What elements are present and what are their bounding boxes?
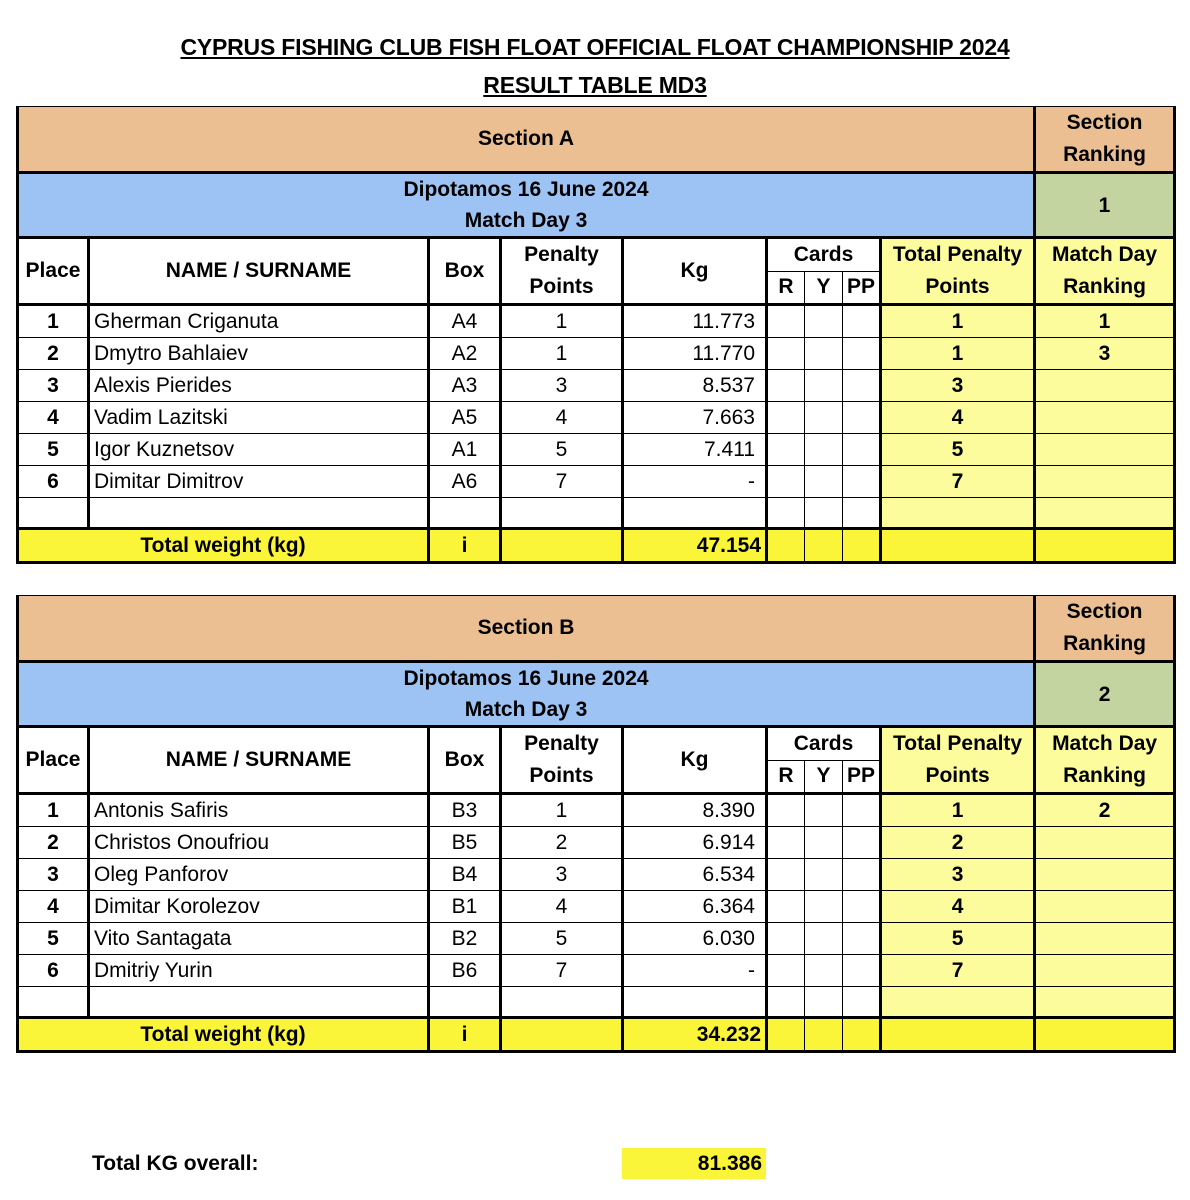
cell-penalty: 1 [501,338,623,370]
col-header-card-r: R [767,760,805,794]
section-ranking-value: 2 [1035,662,1175,727]
total-weight-row [18,1018,1175,1052]
cell-place: 2 [18,827,89,859]
cell-kg: 7.411 [623,434,767,466]
table-row [18,987,1175,1018]
cell-card-y [805,955,843,987]
cell-name: Vadim Lazitski [89,402,429,434]
cell-card-y [805,498,843,529]
cell-box: A4 [429,305,501,338]
cell-md-ranking [1035,987,1175,1018]
cell-card-pp [843,987,881,1018]
cell-penalty: 3 [501,859,623,891]
cell-card-r [767,402,805,434]
cell-card-pp [843,498,881,529]
cell-kg [623,498,767,529]
cell-total-penalty: 5 [881,434,1035,466]
cell-md-ranking [1035,498,1175,529]
total-card-pp [843,1018,881,1052]
col-header-card-r: R [767,271,805,305]
cell-kg: 6.914 [623,827,767,859]
cell-name: Dmytro Bahlaiev [89,338,429,370]
cell-card-pp [843,794,881,827]
cell-card-r [767,859,805,891]
section-name: Section B [18,596,1035,662]
cell-total-penalty [881,498,1035,529]
cell-box: B5 [429,827,501,859]
total-weight-value: 47.154 [623,529,767,563]
col-header-kg: Kg [623,238,767,305]
cell-card-y [805,434,843,466]
total-card-y [805,529,843,563]
table-row [18,923,1175,955]
section-ranking-label: Section Ranking [1035,596,1175,662]
cell-place [18,498,89,529]
total-blank-2 [1035,1018,1175,1052]
cell-kg [623,987,767,1018]
cell-md-ranking [1035,402,1175,434]
cell-md-ranking [1035,466,1175,498]
cell-penalty: 4 [501,891,623,923]
cell-penalty: 7 [501,466,623,498]
cell-card-r [767,434,805,466]
cell-card-y [805,794,843,827]
cell-card-r [767,987,805,1018]
cell-card-r [767,955,805,987]
section-name: Section A [18,107,1035,173]
total-card-r [767,529,805,563]
cell-card-r [767,827,805,859]
cell-name: Antonis Safiris [89,794,429,827]
cell-name: Dimitar Korolezov [89,891,429,923]
cell-penalty: 1 [501,305,623,338]
total-blank [881,1018,1035,1052]
cell-kg: 6.534 [623,859,767,891]
cell-kg: 8.390 [623,794,767,827]
cell-penalty [501,987,623,1018]
cell-card-r [767,923,805,955]
cell-card-y [805,305,843,338]
cell-place: 1 [18,794,89,827]
cell-md-ranking: 3 [1035,338,1175,370]
cell-kg: - [623,955,767,987]
cell-card-r [767,305,805,338]
cell-total-penalty: 1 [881,338,1035,370]
cell-penalty [501,498,623,529]
page-title: CYPRUS FISHING CLUB FISH FLOAT OFFICIAL FLOAT CHAMPIONSHIP 2024 [180,34,1010,60]
cell-penalty: 5 [501,434,623,466]
cell-md-ranking: 1 [1035,305,1175,338]
cell-place: 2 [18,338,89,370]
table-row [18,434,1175,466]
total-weight-label: Total weight (kg) [18,529,429,563]
col-header-penalty: Penalty Points [501,727,623,794]
match-day-line: Match Day 3 [464,698,588,721]
cell-penalty: 7 [501,955,623,987]
cell-place: 1 [18,305,89,338]
cell-card-y [805,859,843,891]
cell-md-ranking [1035,434,1175,466]
cell-box: A2 [429,338,501,370]
total-card-r [767,1018,805,1052]
cell-place: 3 [18,370,89,402]
col-header-name: NAME / SURNAME [89,238,429,305]
table-row [18,498,1175,529]
col-header-place: Place [18,238,89,305]
col-header-cards: Cards [767,727,881,761]
total-marker: i [429,1018,501,1052]
cell-box: A5 [429,402,501,434]
cell-name: Gherman Criganuta [89,305,429,338]
cell-card-y [805,402,843,434]
table-row [18,794,1175,827]
cell-card-pp [843,434,881,466]
col-header-card-y: Y [805,271,843,305]
cell-name: Igor Kuznetsov [89,434,429,466]
cell-card-y [805,827,843,859]
cell-total-penalty: 3 [881,859,1035,891]
cell-total-penalty: 1 [881,794,1035,827]
table-row [18,305,1175,338]
cell-place: 4 [18,891,89,923]
cell-place [18,987,89,1018]
cell-md-ranking [1035,923,1175,955]
cell-penalty: 1 [501,794,623,827]
cell-box [429,987,501,1018]
cell-card-r [767,370,805,402]
cell-box: B3 [429,794,501,827]
col-header-cards: Cards [767,238,881,272]
cell-md-ranking [1035,827,1175,859]
cell-penalty: 5 [501,923,623,955]
cell-card-pp [843,305,881,338]
cell-md-ranking [1035,955,1175,987]
cell-name: Dmitriy Yurin [89,955,429,987]
cell-card-r [767,794,805,827]
cell-card-pp [843,891,881,923]
cell-place: 4 [18,402,89,434]
table-row [18,955,1175,987]
total-weight-value: 34.232 [623,1018,767,1052]
cell-kg: 11.770 [623,338,767,370]
cell-kg: 6.364 [623,891,767,923]
total-card-pp [843,529,881,563]
col-header-total-penalty: Total Penalty Points [881,727,1035,794]
table-row [18,891,1175,923]
cell-penalty: 2 [501,827,623,859]
overall-total-label: Total KG overall: [92,1152,259,1175]
table-row [18,338,1175,370]
table-row [18,466,1175,498]
cell-place: 6 [18,466,89,498]
cell-name: Christos Onoufriou [89,827,429,859]
cell-card-pp [843,370,881,402]
cell-box: A6 [429,466,501,498]
cell-name: Alexis Pierides [89,370,429,402]
overall-total-value: 81.386 [622,1148,766,1179]
cell-card-y [805,923,843,955]
cell-card-pp [843,338,881,370]
cell-box [429,498,501,529]
cell-kg: - [623,466,767,498]
cell-name: Vito Santagata [89,923,429,955]
cell-md-ranking [1035,891,1175,923]
cell-card-pp [843,923,881,955]
cell-card-r [767,498,805,529]
cell-kg: 7.663 [623,402,767,434]
match-day-line: Match Day 3 [464,209,588,232]
cell-box: B1 [429,891,501,923]
cell-card-pp [843,466,881,498]
cell-card-y [805,338,843,370]
venue-cell [18,662,1035,727]
section-table [16,595,1176,1053]
cell-total-penalty [881,987,1035,1018]
cell-card-y [805,891,843,923]
cell-total-penalty: 4 [881,891,1035,923]
cell-box: B4 [429,859,501,891]
col-header-box: Box [429,727,501,794]
cell-total-penalty: 7 [881,955,1035,987]
venue-line: Dipotamos 16 June 2024 [403,667,649,690]
cell-card-pp [843,402,881,434]
cell-kg: 6.030 [623,923,767,955]
cell-md-ranking [1035,859,1175,891]
cell-card-pp [843,955,881,987]
col-header-box: Box [429,238,501,305]
page-subtitle: RESULT TABLE MD3 [483,72,707,98]
cell-box: B2 [429,923,501,955]
cell-total-penalty: 2 [881,827,1035,859]
cell-total-penalty: 1 [881,305,1035,338]
total-card-y [805,1018,843,1052]
cell-penalty: 3 [501,370,623,402]
cell-md-ranking [1035,370,1175,402]
total-weight-row [18,529,1175,563]
cell-card-r [767,466,805,498]
table-row [18,859,1175,891]
total-blank-2 [1035,529,1175,563]
cell-name: Oleg Panforov [89,859,429,891]
cell-total-penalty: 5 [881,923,1035,955]
cell-place: 5 [18,923,89,955]
cell-card-y [805,466,843,498]
cell-card-pp [843,859,881,891]
cell-penalty: 4 [501,402,623,434]
section-ranking-label: Section Ranking [1035,107,1175,173]
col-header-name: NAME / SURNAME [89,727,429,794]
cell-md-ranking: 2 [1035,794,1175,827]
col-header-place: Place [18,727,89,794]
cell-kg: 11.773 [623,305,767,338]
cell-place: 6 [18,955,89,987]
col-header-total-penalty: Total Penalty Points [881,238,1035,305]
total-weight-label: Total weight (kg) [18,1018,429,1052]
col-header-md-ranking: Match Day Ranking [1035,727,1175,794]
cell-total-penalty: 7 [881,466,1035,498]
cell-name [89,987,429,1018]
col-header-card-pp: PP [843,760,881,794]
table-row [18,402,1175,434]
section-ranking-value: 1 [1035,173,1175,238]
cell-place: 3 [18,859,89,891]
col-header-kg: Kg [623,727,767,794]
col-header-penalty: Penalty Points [501,238,623,305]
cell-kg: 8.537 [623,370,767,402]
table-row [18,370,1175,402]
cell-name: Dimitar Dimitrov [89,466,429,498]
cell-card-r [767,338,805,370]
cell-card-pp [843,827,881,859]
cell-name [89,498,429,529]
cell-box: B6 [429,955,501,987]
cell-place: 5 [18,434,89,466]
cell-card-y [805,370,843,402]
col-header-card-pp: PP [843,271,881,305]
section-table [16,106,1176,564]
venue-line: Dipotamos 16 June 2024 [403,178,649,201]
col-header-md-ranking: Match Day Ranking [1035,238,1175,305]
cell-card-y [805,987,843,1018]
venue-cell [18,173,1035,238]
total-penalty-blank [501,1018,623,1052]
total-blank [881,529,1035,563]
col-header-card-y: Y [805,760,843,794]
cell-box: A1 [429,434,501,466]
cell-total-penalty: 3 [881,370,1035,402]
total-marker: i [429,529,501,563]
cell-box: A3 [429,370,501,402]
table-row [18,827,1175,859]
total-penalty-blank [501,529,623,563]
cell-total-penalty: 4 [881,402,1035,434]
cell-card-r [767,891,805,923]
